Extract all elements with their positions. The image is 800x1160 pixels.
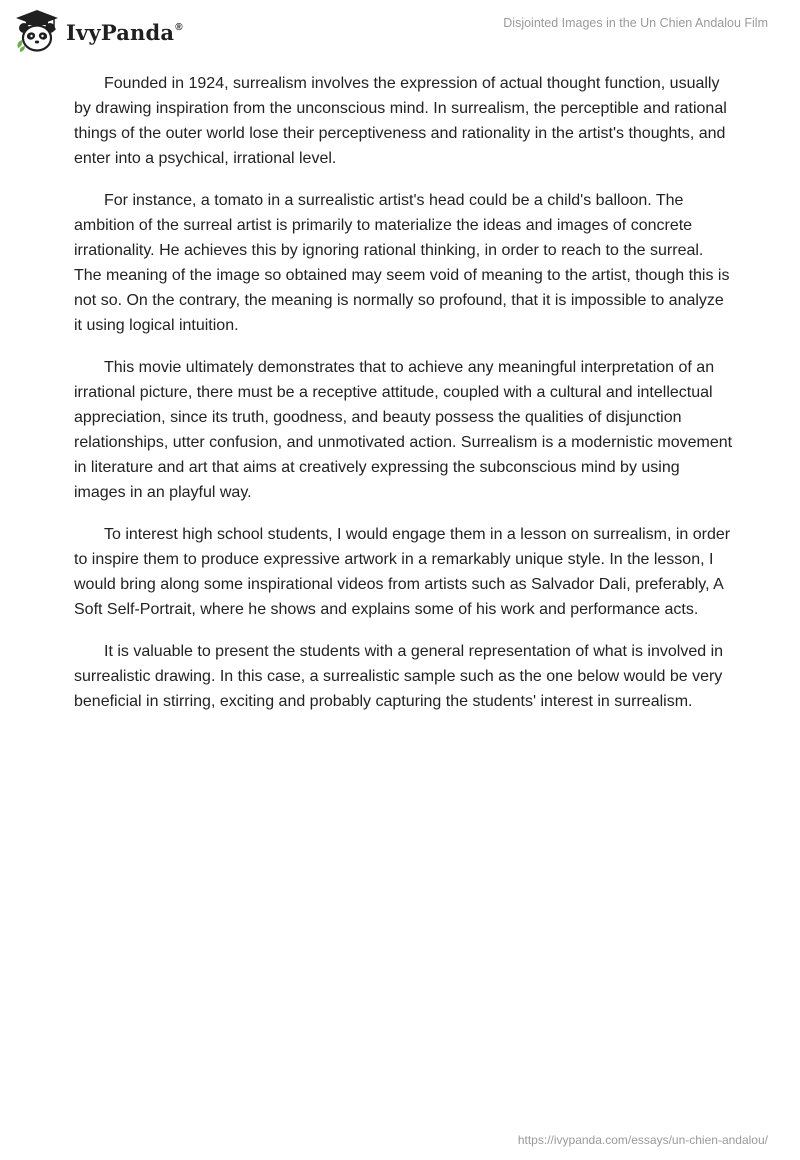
paragraph: Founded in 1924, surrealism involves the expression of actual thought function, usually by drawing inspiration from the unconscious mind. In surrealism, the perceptible and rational things of the outer world lose their perceptiveness and rationality in the artist's thoughts, and enter into a psychical, irrational level.: [74, 75, 727, 167]
paragraph: For instance, a tomato in a surrealistic artist's head could be a child's balloon. The ambition of the surreal artist is primarily to materialize the ideas and images of concrete irrationality. He achieves this by ignoring rational thinking, in order to reach to the surreal. The meaning of the image so obtained may seem void of meaning to the artist, though this is not so. On the contrary, the meaning is normally so profound, that it is impossible to analyze it using logical intuition.: [74, 192, 730, 334]
document-title: Disjointed Images in the Un Chien Andalou Film: [503, 16, 768, 30]
source-url[interactable]: https://ivypanda.com/essays/un-chien-andalou/: [517, 1133, 768, 1147]
paragraph: To interest high school students, I would engage them in a lesson on surrealism, in order to inspire them to produce expressive artwork in a remarkably unique style. In the lesson, I would bring along some inspirational videos from artists such as Salvador Dali, preferably, A Soft Self-Portrait, where he shows and explains some of his work and performance acts.: [74, 526, 731, 618]
panda-graduate-icon: [14, 8, 60, 54]
registered-mark: ®: [175, 21, 183, 33]
brand-logo[interactable]: [14, 8, 183, 54]
paragraph: This movie ultimately demonstrates that to achieve any meaningful interpretation of an irrational picture, there must be a receptive attitude, coupled with a cultural and intellectual appreciation, since its truth, goodness, and beauty possess the qualities of disjunction relationships, utter confusion, and unmotivated action. Surrealism is a modernistic movement in literature and art that aims at creatively expressing the subconscious mind by using images in an playful way.: [74, 359, 733, 501]
page-header: [0, 0, 800, 60]
brand-name-text: IvyPanda: [66, 19, 175, 45]
paragraph: It is valuable to present the students with a general representation of what is involved in surrealistic drawing. In this case, a surrealistic sample such as the one below would be very beneficial in stirring, exciting and probably capturing the students' interest in surrealism.: [74, 643, 724, 710]
brand-name: [66, 20, 183, 45]
essay-body: [74, 71, 734, 731]
